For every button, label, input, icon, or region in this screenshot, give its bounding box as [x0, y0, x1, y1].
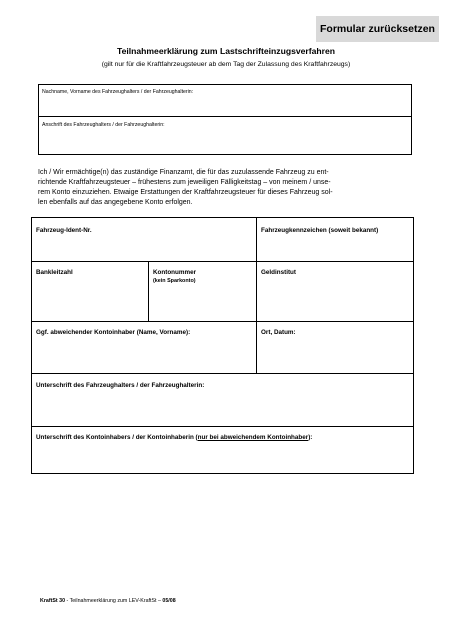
- footer-version: 05/08: [162, 598, 176, 604]
- license-plate-field[interactable]: [257, 217, 414, 261]
- vehicle-id-field[interactable]: [31, 217, 256, 261]
- account-number-label: Kontonummer: [153, 269, 197, 276]
- holder-name-label: Nachname, Vorname des Fahrzeughalters / der Fahrzeughalterin:: [42, 89, 194, 95]
- footer-description: - Teilnahmeerklärung zum LEV-KraftSt –: [65, 598, 163, 604]
- bank-name-label: Geldinstitut: [261, 269, 296, 276]
- account-holder-signature-note: nur bei abweichendem Kontoinhaber: [197, 434, 309, 441]
- other-account-holder-label: Ggf. abweichender Kontoinhaber (Name, Vorname):: [36, 329, 191, 336]
- form-footer: [40, 598, 176, 604]
- footer-form-id: KraftSt 30: [40, 598, 66, 604]
- other-account-holder-field[interactable]: [31, 322, 256, 373]
- account-number-note: (kein Sparkonto): [153, 278, 196, 284]
- holder-address-field[interactable]: [38, 117, 412, 155]
- reset-form-button[interactable]: Formular zurücksetzen: [316, 16, 439, 42]
- place-date-label: Ort, Datum:: [261, 329, 296, 336]
- vehicle-holder-signature-label: Unterschrift des Fahrzeughalters / der Fahrzeughalterin:: [36, 382, 205, 389]
- account-holder-signature-end: ):: [308, 434, 313, 441]
- account-holder-signature-label: [36, 434, 312, 441]
- authorization-line: Ich / Wir ermächtige(n) das zuständige Finanzamt, die für das zuzulassende Fahrzeug zu ent-: [38, 169, 329, 176]
- authorization-text: [38, 168, 410, 208]
- bank-name-field[interactable]: [257, 262, 414, 321]
- account-number-field[interactable]: [149, 262, 256, 321]
- license-plate-label: Fahrzeugkennzeichen (soweit bekannt): [261, 227, 379, 234]
- authorization-line: len ebenfalls auf das angegebene Konto erfolgen.: [38, 199, 193, 206]
- vehicle-holder-signature-field[interactable]: [31, 374, 414, 426]
- form-title: Teilnahmeerklärung zum Lastschrifteinzugsverfahren: [116, 46, 336, 56]
- form-subtitle: (gilt nur für die Kraftfahrzeugsteuer ab dem Tag der Zulassung des Kraftfahrzeugs): [101, 61, 351, 68]
- account-holder-signature-field[interactable]: [31, 427, 414, 474]
- authorization-line: rem Konto einzuziehen. Etwaige Erstattungen der Kraftfahrzeugsteuer für dieses Fahrzeug sol-: [38, 189, 333, 196]
- authorization-line: richtende Kraftfahrzeugsteuer – frühestens zum jeweiligen Fälligkeitstag – von meinem / unse-: [38, 179, 331, 186]
- holder-name-field[interactable]: [38, 84, 412, 116]
- place-date-field[interactable]: [257, 322, 414, 373]
- bank-code-label: Bankleitzahl: [36, 269, 73, 276]
- holder-address-label: Anschrift des Fahrzeughalters / der Fahrzeughalterin:: [42, 122, 165, 128]
- vehicle-id-label: Fahrzeug-Ident-Nr.: [36, 227, 92, 234]
- account-holder-signature-text: Unterschrift des Kontoinhabers / der Kontoinhaberin (: [36, 434, 198, 441]
- bank-code-field[interactable]: [31, 262, 148, 321]
